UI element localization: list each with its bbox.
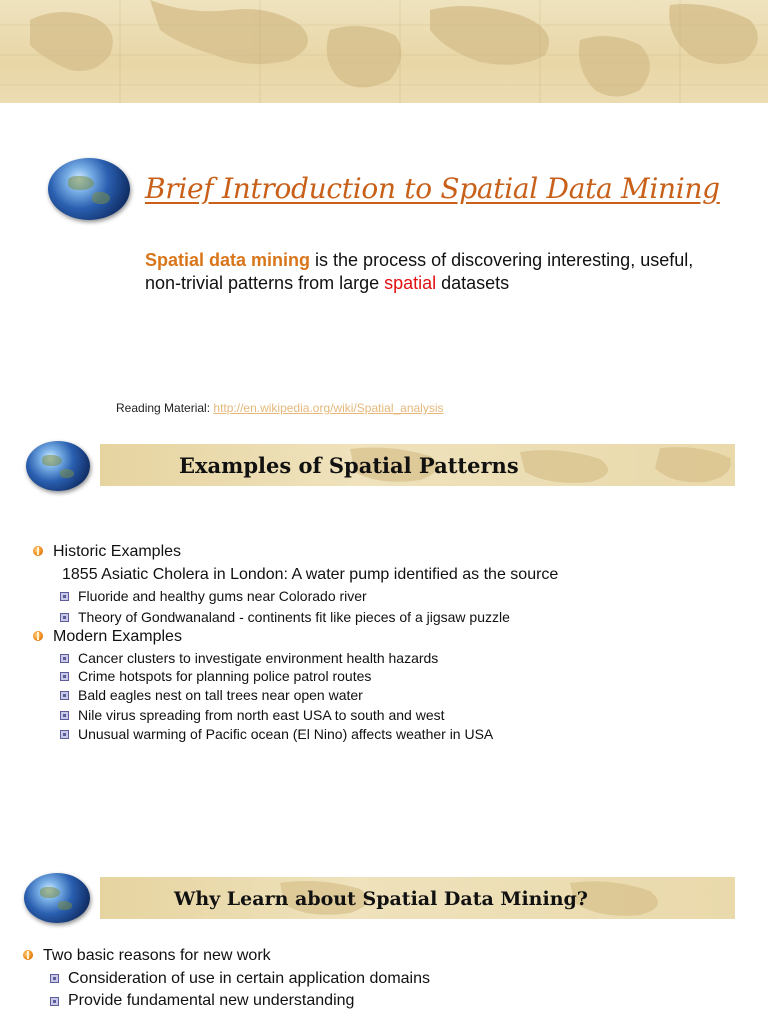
intro-highlight: Spatial data mining [145,250,311,270]
square-bullet-icon [60,654,69,663]
square-bullet-icon [60,613,69,622]
list-item: Provide fundamental new understanding [68,992,355,1009]
globe-icon [26,441,90,491]
globe-icon [24,873,90,923]
globe-icon [48,158,130,220]
square-bullet-icon [60,711,69,720]
page-title: Brief Introduction to Spatial Data Mining [145,172,720,205]
reading-link[interactable]: http://en.wikipedia.org/wiki/Spatial_analysis [213,401,444,415]
square-bullet-icon [60,691,69,700]
intro-highlight-red: spatial [384,273,437,293]
intro-text-a: is the process of discovering interesting, useful, non-trivial patterns from large [145,250,694,293]
list-item: Theory of Gondwanaland - continents fit like pieces of a jigsaw puzzle [78,609,510,625]
intro-text-b: datasets [436,273,510,293]
list-heading-modern: Modern Examples [53,628,182,645]
list-item: Consideration of use in certain application domains [68,970,430,987]
square-bullet-icon [50,974,59,983]
orange-bullet-icon [33,631,43,641]
orange-bullet-icon [33,546,43,556]
list-item: Crime hotspots for planning police patrol routes [78,668,372,684]
list-heading-reasons: Two basic reasons for new work [43,947,271,964]
section-title-examples: Examples of Spatial Patterns [179,453,519,478]
orange-bullet-icon [23,950,33,960]
list-item: Bald eagles nest on tall trees near open water [78,687,363,703]
list-heading-historic: Historic Examples [53,543,182,560]
reading-material [116,401,444,415]
section-title-why: Why Learn about Spatial Data Mining? [174,888,588,910]
square-bullet-icon [60,730,69,739]
intro-paragraph [145,249,705,295]
list-item: Fluoride and healthy gums near Colorado river [78,588,367,604]
list-item: Cancer clusters to investigate environment health hazards [78,650,439,666]
list-item: Unusual warming of Pacific ocean (El Nino) affects weather in USA [78,726,494,742]
world-map-banner [0,0,768,103]
square-bullet-icon [60,592,69,601]
world-map-graphic [0,0,768,103]
list-item: Nile virus spreading from north east USA to south and west [78,707,445,723]
reading-label: Reading Material: [116,401,214,415]
square-bullet-icon [50,997,59,1006]
square-bullet-icon [60,672,69,681]
list-note-cholera: 1855 Asiatic Cholera in London: A water pump identified as the source [62,566,559,583]
